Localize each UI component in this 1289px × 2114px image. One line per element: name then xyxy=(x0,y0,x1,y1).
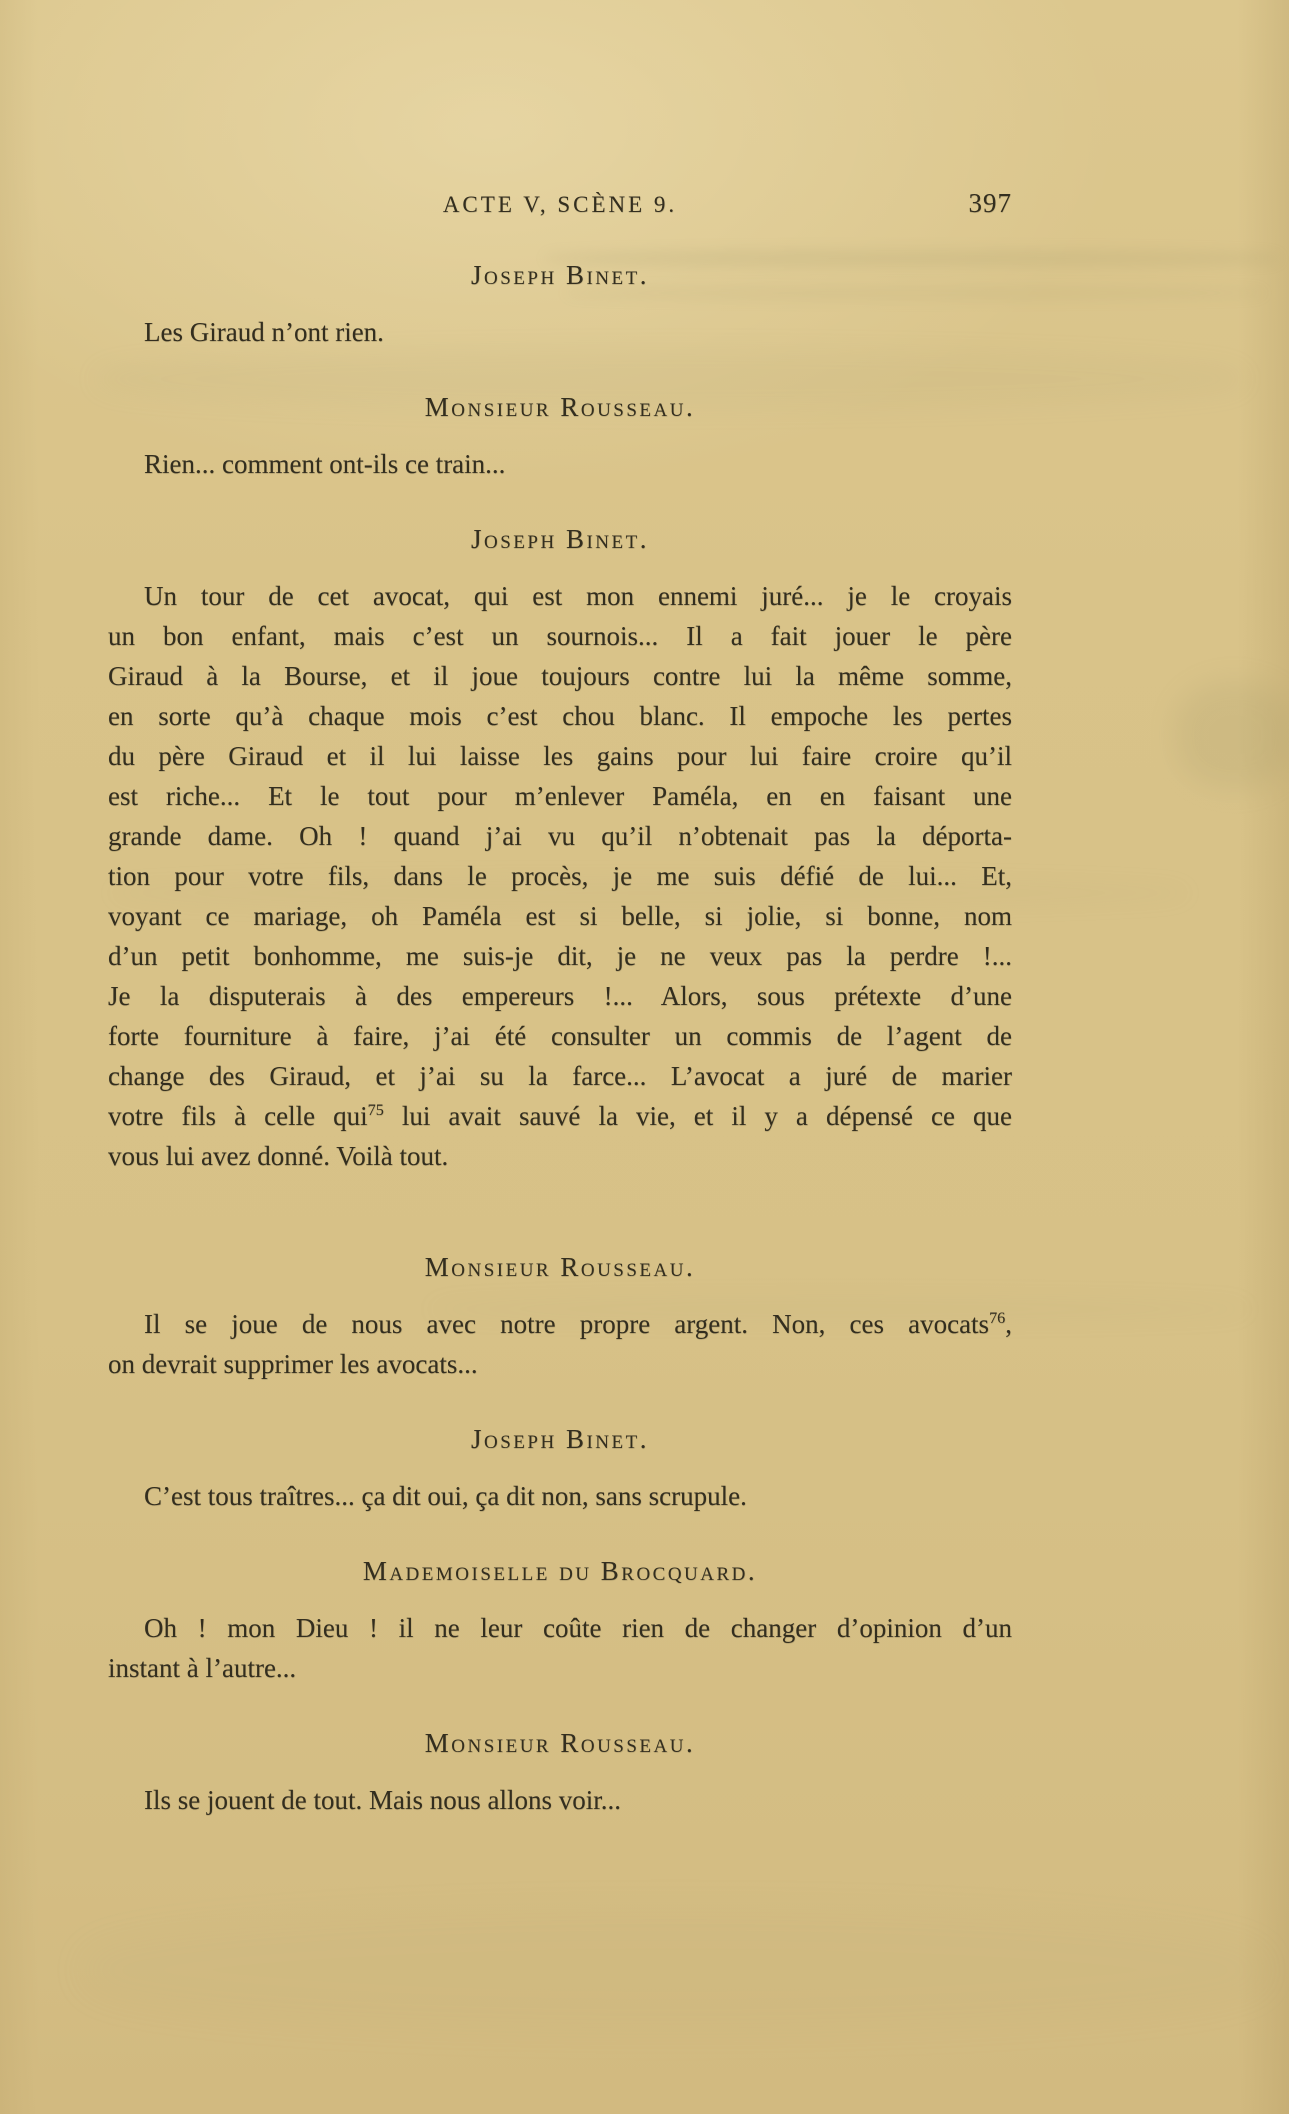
speaker-heading: Mademoiselle du Brocquard. xyxy=(362,1556,758,1586)
dialogue-line: forte fourniture à faire, j’ai été consulter un commis de l’agent de xyxy=(108,1021,1012,1051)
speech xyxy=(108,392,1012,484)
speech-lines xyxy=(108,1476,1012,1516)
dialogue-line: Un tour de cet avocat, qui est mon ennemi juré... je le croyais xyxy=(144,581,1012,611)
page-stain xyxy=(1175,680,1289,790)
speaker-heading: Monsieur Rousseau. xyxy=(424,1252,696,1282)
speech xyxy=(108,260,1012,352)
dialogue-line: Giraud à la Bourse, et il joue toujours contre lui la même somme, xyxy=(108,661,1012,691)
page-number: 397 xyxy=(968,188,1012,218)
page-stain xyxy=(80,1905,1270,2035)
speech-lines xyxy=(108,1780,1012,1820)
speech-lines xyxy=(108,1608,1012,1688)
dialogue-line: on devrait supprimer les avocats... xyxy=(108,1349,478,1379)
speaker-heading: Joseph Binet. xyxy=(471,260,649,290)
dialogue-line: en sorte qu’à chaque mois c’est chou blanc. Il empoche les pertes xyxy=(108,701,1012,731)
speech xyxy=(108,1424,1012,1516)
dialogue-line: Je la disputerais à des empereurs !... Alors, sous prétexte d’une xyxy=(108,981,1012,1011)
dialogue-line: Il se joue de nous avec notre propre argent. Non, ces avocats$^{76}$, xyxy=(144,1309,1012,1339)
dialogue-text xyxy=(108,260,1012,1820)
footnote-ref: 76 xyxy=(989,1309,1006,1327)
dialogue-line: d’un petit bonhomme, me suis-je dit, je ne veux pas la perdre !... xyxy=(108,941,1012,971)
speech-lines xyxy=(108,576,1012,1176)
speaker-heading: Monsieur Rousseau. xyxy=(424,392,696,422)
speech xyxy=(108,1252,1012,1384)
speech xyxy=(108,1728,1012,1820)
text-column xyxy=(108,0,1012,1820)
dialogue-line: instant à l’autre... xyxy=(108,1653,297,1683)
dialogue-line: change des Giraud, et j’ai su la farce... L’avocat a juré de marier xyxy=(108,1061,1012,1091)
dialogue-line: est riche... Et le tout pour m’enlever Paméla, en en faisant une xyxy=(108,781,1012,811)
dialogue-line: Rien... comment ont-ils ce train... xyxy=(144,449,506,479)
dialogue-line: voyant ce mariage, oh Paméla est si belle, si jolie, si bonne, nom xyxy=(108,901,1012,931)
dialogue-line: du père Giraud et il lui laisse les gains pour lui faire croire qu’il xyxy=(108,741,1012,771)
speaker-heading: Joseph Binet. xyxy=(471,524,649,554)
speech-lines xyxy=(108,444,1012,484)
speech-lines xyxy=(108,1304,1012,1384)
dialogue-line: Les Giraud n’ont rien. xyxy=(144,317,384,347)
speaker-heading: Monsieur Rousseau. xyxy=(424,1728,696,1758)
page-header xyxy=(108,190,1012,220)
dialogue-line: Ils se jouent de tout. Mais nous allons voir... xyxy=(144,1785,621,1815)
dialogue-line: C’est tous traîtres... ça dit oui, ça dit non, sans scrupule. xyxy=(144,1481,747,1511)
dialogue-line: un bon enfant, mais c’est un sournois... Il a fait jouer le père xyxy=(108,621,1012,651)
running-head: ACTE V, SCÈNE 9. xyxy=(442,192,678,217)
dialogue-line: votre fils à celle qui$^{75}$ lui avait sauvé la vie, et il y a dépensé ce que xyxy=(108,1101,1012,1131)
speech-lines xyxy=(108,312,1012,352)
speech xyxy=(108,1556,1012,1688)
speech xyxy=(108,524,1012,1176)
speaker-heading: Joseph Binet. xyxy=(471,1424,649,1454)
dialogue-line: vous lui avez donné. Voilà tout. xyxy=(108,1141,449,1171)
dialogue-line: Oh ! mon Dieu ! il ne leur coûte rien de changer d’opinion d’un xyxy=(144,1613,1012,1643)
footnote-ref: 75 xyxy=(367,1101,384,1119)
dialogue-line: tion pour votre fils, dans le procès, je me suis défié de lui... Et, xyxy=(108,861,1012,891)
dialogue-line: grande dame. Oh ! quand j’ai vu qu’il n’obtenait pas la déporta- xyxy=(108,821,1012,851)
